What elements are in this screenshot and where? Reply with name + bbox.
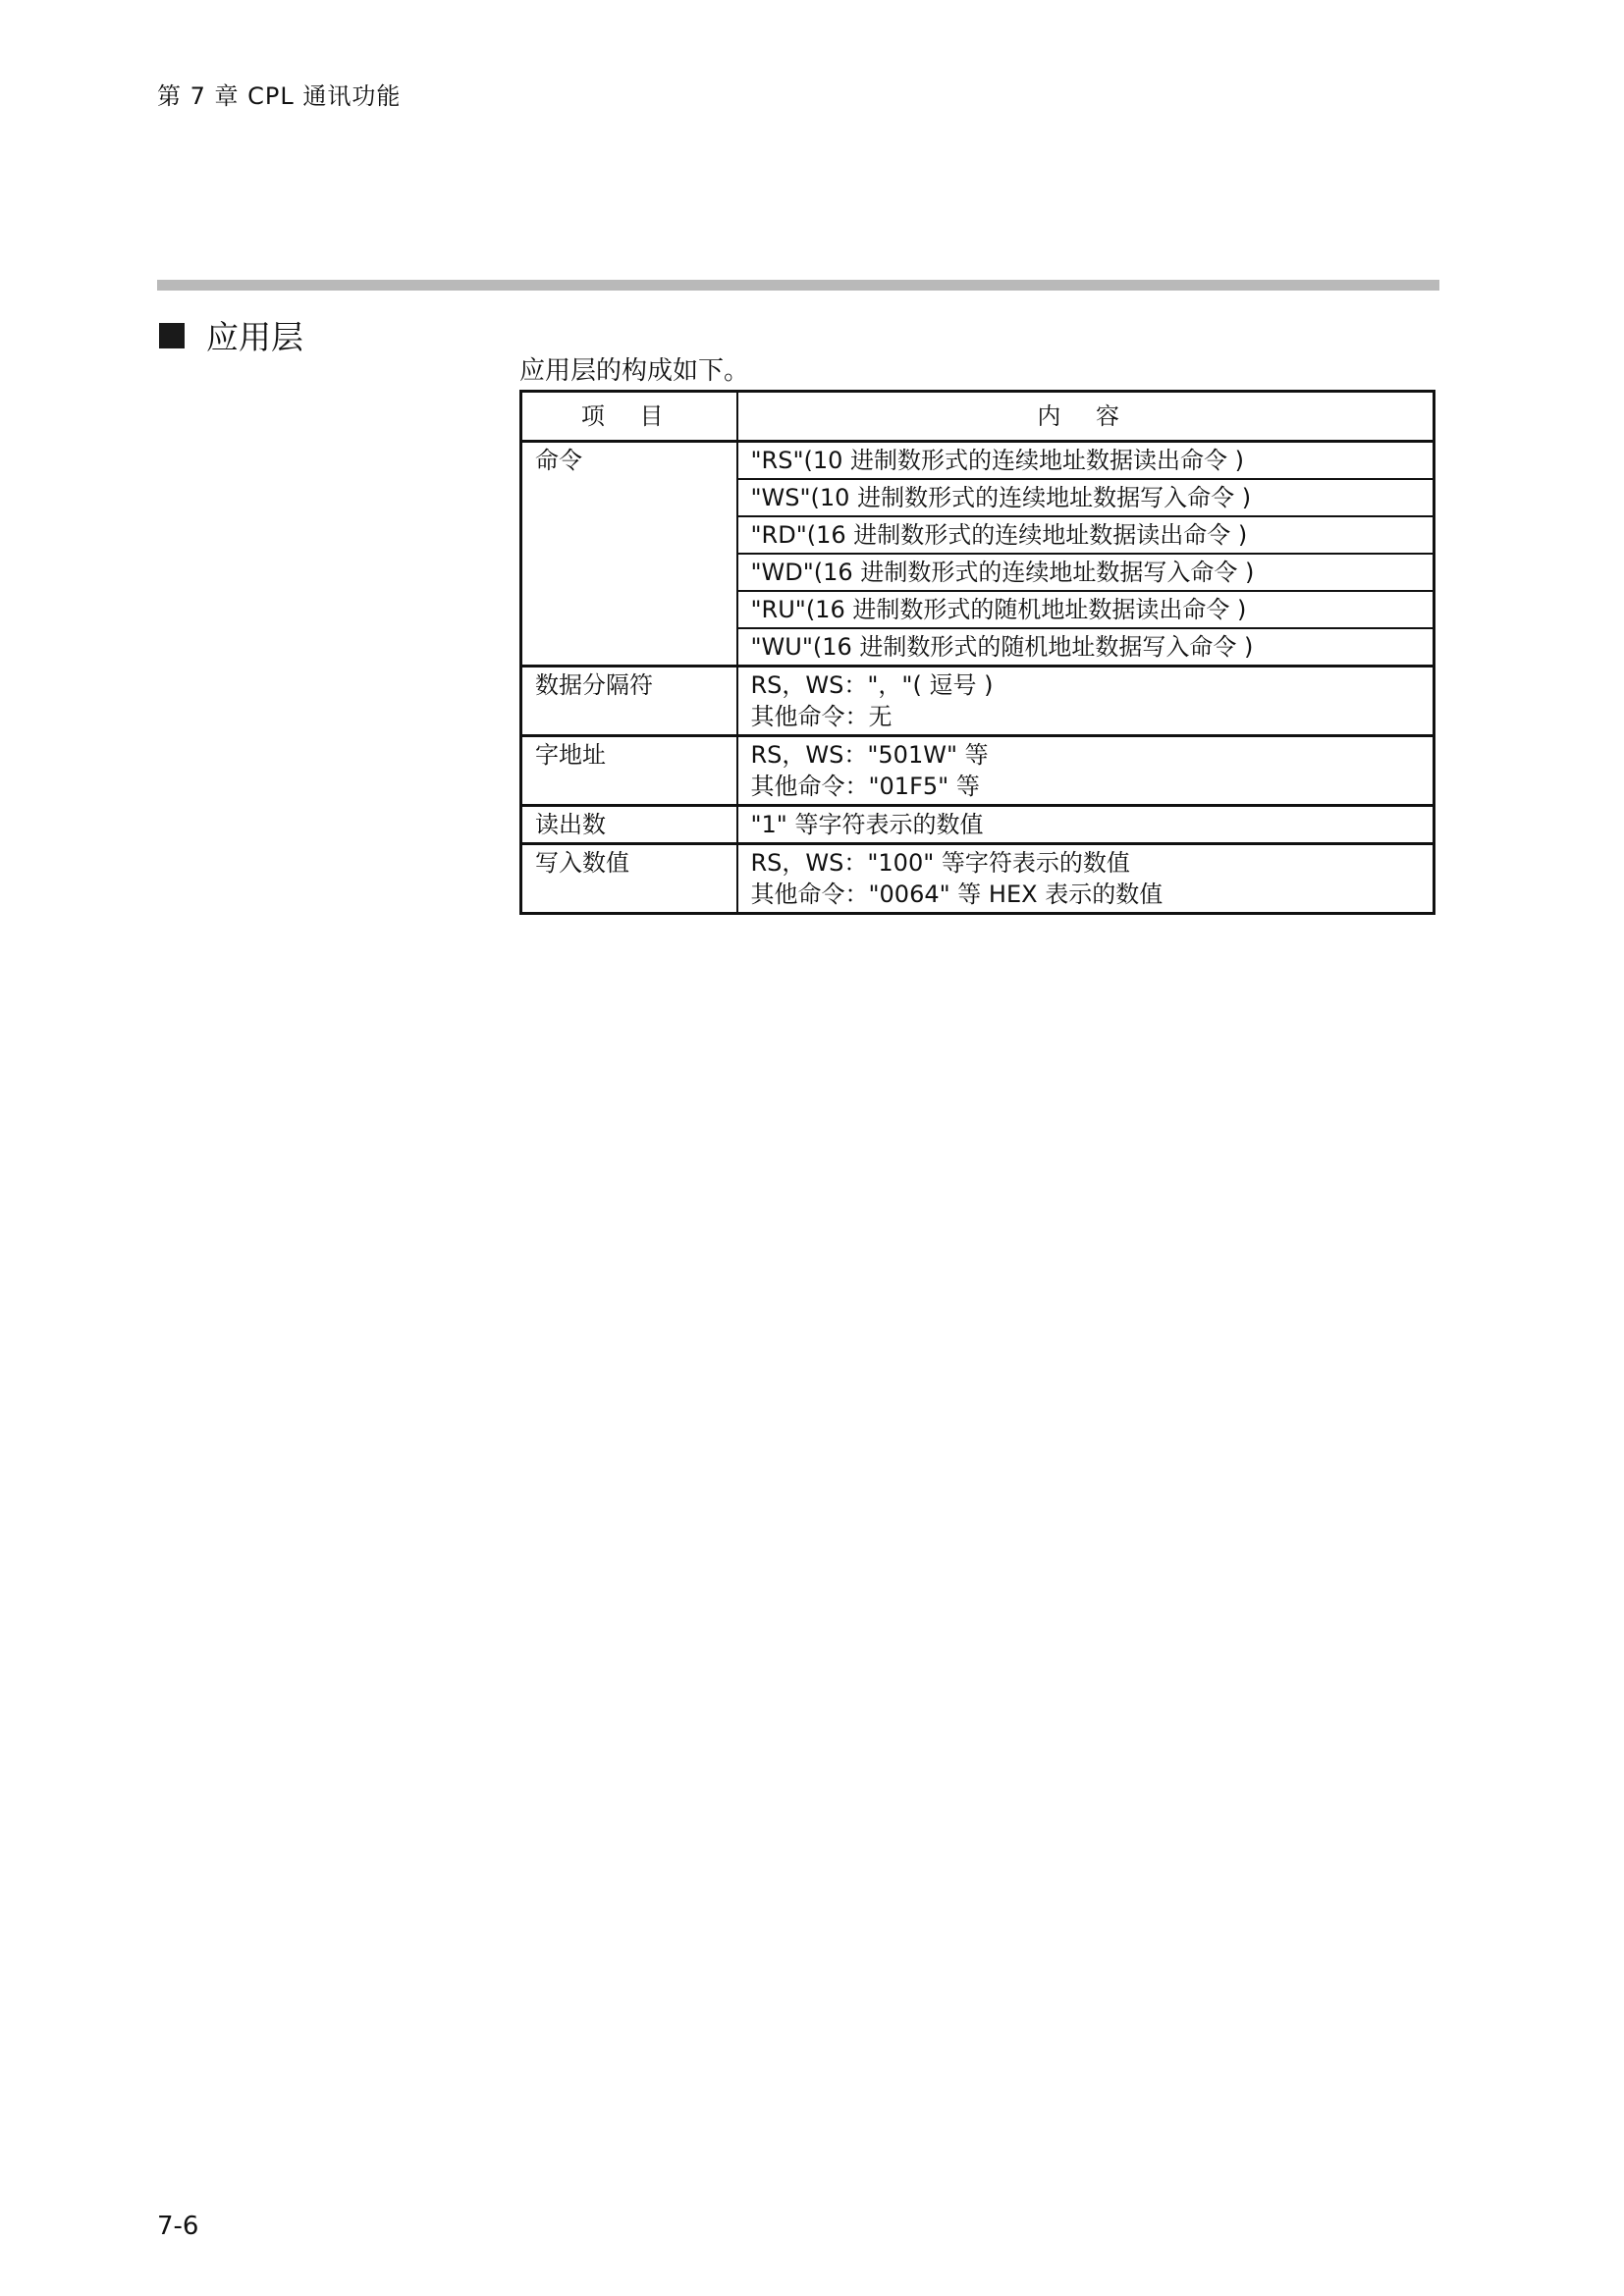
word-address-line-2: 其他命令："01F5" 等 (750, 773, 980, 800)
row-label-command: 命令 (521, 442, 737, 667)
read-count-cell (737, 806, 1435, 844)
table-header-row (521, 392, 1435, 442)
delimiter-line-1: RS，WS："，"( 逗号 ) (750, 671, 994, 699)
section-title: 应用层 (206, 318, 303, 356)
section-heading (159, 312, 303, 358)
header-content: 内 容 (737, 392, 1435, 442)
section-divider (157, 280, 1439, 291)
write-value-line-1: RS，WS："100" 等字符表示的数值 (750, 849, 1130, 877)
command-ru: "RU"(16 进制数形式的随机地址数据读出命令 ) (737, 591, 1435, 628)
delimiter-cell (737, 667, 1435, 736)
command-wd: "WD"(16 进制数形式的连续地址数据写入命令 ) (737, 554, 1435, 591)
word-address-cell (737, 736, 1435, 806)
application-layer-table (519, 390, 1435, 915)
table-row (521, 806, 1435, 844)
row-label-write-value: 写入数值 (521, 844, 737, 914)
command-rs: "RS"(10 进制数形式的连续地址数据读出命令 ) (737, 442, 1435, 480)
command-wu: "WU"(16 进制数形式的随机地址数据写入命令 ) (737, 628, 1435, 667)
write-value-line-2: 其他命令："0064" 等 HEX 表示的数值 (750, 881, 1164, 908)
intro-text: 应用层的构成如下。 (519, 356, 750, 386)
table-row (521, 667, 1435, 736)
command-ws: "WS"(10 进制数形式的连续地址数据写入命令 ) (737, 479, 1435, 516)
delimiter-line-2: 其他命令：无 (750, 703, 893, 730)
command-rd: "RD"(16 进制数形式的连续地址数据读出命令 ) (737, 516, 1435, 554)
write-value-cell (737, 844, 1435, 914)
table-row (521, 844, 1435, 914)
row-label-word-address: 字地址 (521, 736, 737, 806)
read-count-line-1: "1" 等字符表示的数值 (750, 811, 984, 838)
page-number: 7-6 (157, 2212, 199, 2241)
header-item: 项 目 (521, 392, 737, 442)
bullet-square-icon (159, 323, 185, 348)
row-label-delimiter: 数据分隔符 (521, 667, 737, 736)
row-label-read-count: 读出数 (521, 806, 737, 844)
chapter-header: 第 7 章 CPL 通讯功能 (157, 82, 402, 110)
table-row (521, 442, 1435, 480)
table-row (521, 736, 1435, 806)
word-address-line-1: RS，WS："501W" 等 (750, 741, 989, 769)
